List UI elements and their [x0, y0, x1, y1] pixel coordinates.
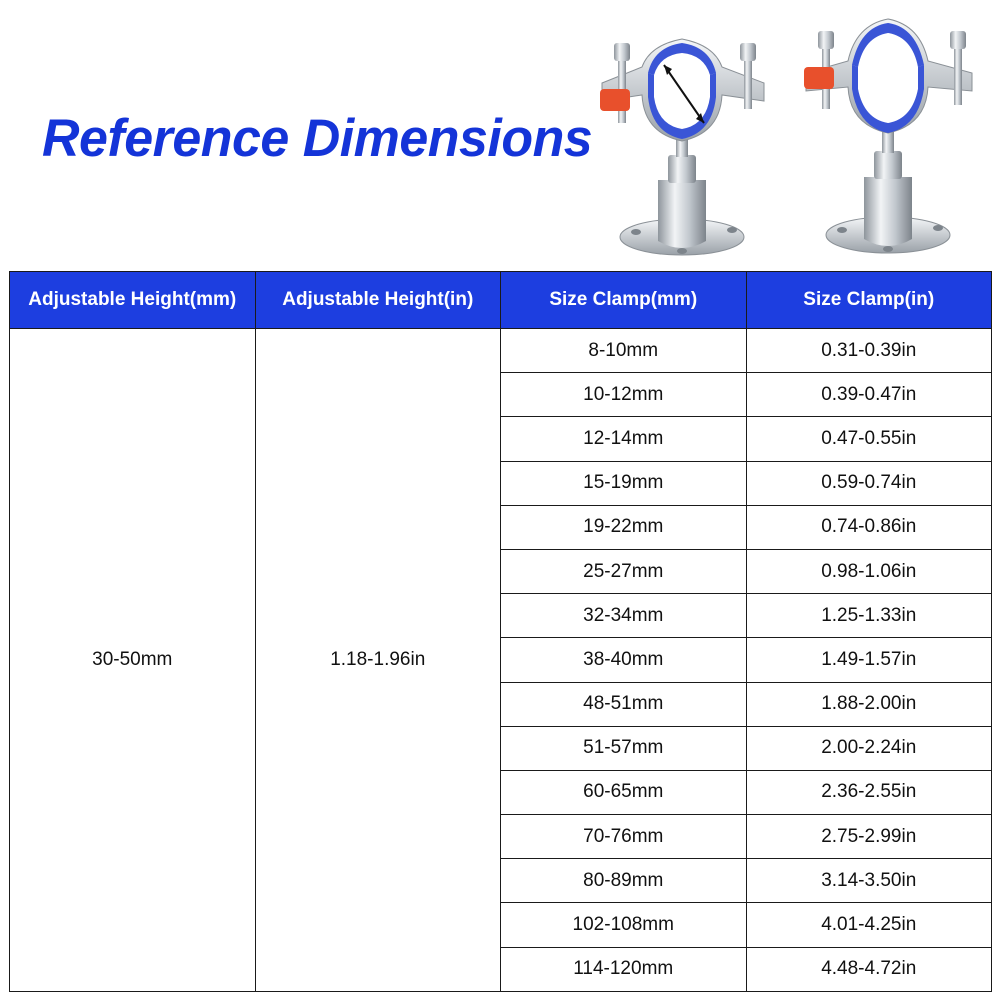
size-clamp-in-cell: 1.49-1.57in [746, 638, 992, 682]
size-clamp-mm-cell: 38-40mm [501, 638, 747, 682]
spec-table [9, 271, 992, 992]
page-title: Reference Dimensions [42, 109, 593, 168]
size-clamp-mm-cell: 114-120mm [501, 947, 747, 991]
size-clamp-in-cell: 2.36-2.55in [746, 770, 992, 814]
size-clamp-in-cell: 0.31-0.39in [746, 329, 992, 373]
size-clamp-in-cell: 3.14-3.50in [746, 859, 992, 903]
size-clamp-in-cell: 0.59-0.74in [746, 461, 992, 505]
size-clamp-mm-cell: 70-76mm [501, 815, 747, 859]
size-clamp-in-cell: 4.48-4.72in [746, 947, 992, 991]
size-clamp-mm-cell: 25-27mm [501, 549, 747, 593]
size-clamp-in-cell: 1.25-1.33in [746, 594, 992, 638]
pipe-clamp-image [800, 5, 992, 267]
header-size-clamp-in: Size Clamp(in) [746, 272, 992, 329]
size-clamp-mm-cell: 8-10mm [501, 329, 747, 373]
header-adjustable-height-in: Adjustable Height(in) [255, 272, 501, 329]
size-clamp-mm-cell: 51-57mm [501, 726, 747, 770]
size-clamp-in-cell: 2.00-2.24in [746, 726, 992, 770]
size-clamp-mm-cell: 102-108mm [501, 903, 747, 947]
adjustable-height-in-cell: 1.18-1.96in [255, 329, 501, 992]
size-clamp-mm-cell: 32-34mm [501, 594, 747, 638]
size-clamp-in-cell: 0.47-0.55in [746, 417, 992, 461]
size-clamp-mm-cell: 12-14mm [501, 417, 747, 461]
header-adjustable-height-mm: Adjustable Height(mm) [10, 272, 256, 329]
size-clamp-in-cell: 0.98-1.06in [746, 549, 992, 593]
adjustable-height-mm-cell: 30-50mm [10, 329, 256, 992]
size-clamp-mm-cell: 19-22mm [501, 505, 747, 549]
table-row [10, 329, 992, 373]
size-clamp-mm-cell: 10-12mm [501, 373, 747, 417]
size-clamp-mm-cell: 60-65mm [501, 770, 747, 814]
size-clamp-mm-cell: 48-51mm [501, 682, 747, 726]
size-clamp-in-cell: 2.75-2.99in [746, 815, 992, 859]
size-clamp-in-cell: 4.01-4.25in [746, 903, 992, 947]
size-clamp-in-cell: 0.39-0.47in [746, 373, 992, 417]
size-clamp-mm-cell: 15-19mm [501, 461, 747, 505]
size-clamp-in-cell: 1.88-2.00in [746, 682, 992, 726]
size-clamp-mm-cell: 80-89mm [501, 859, 747, 903]
pipe-clamp-image-with-dimension [592, 5, 792, 267]
table-header-row [10, 272, 992, 329]
size-clamp-in-cell: 0.74-0.86in [746, 505, 992, 549]
header-size-clamp-mm: Size Clamp(mm) [501, 272, 747, 329]
